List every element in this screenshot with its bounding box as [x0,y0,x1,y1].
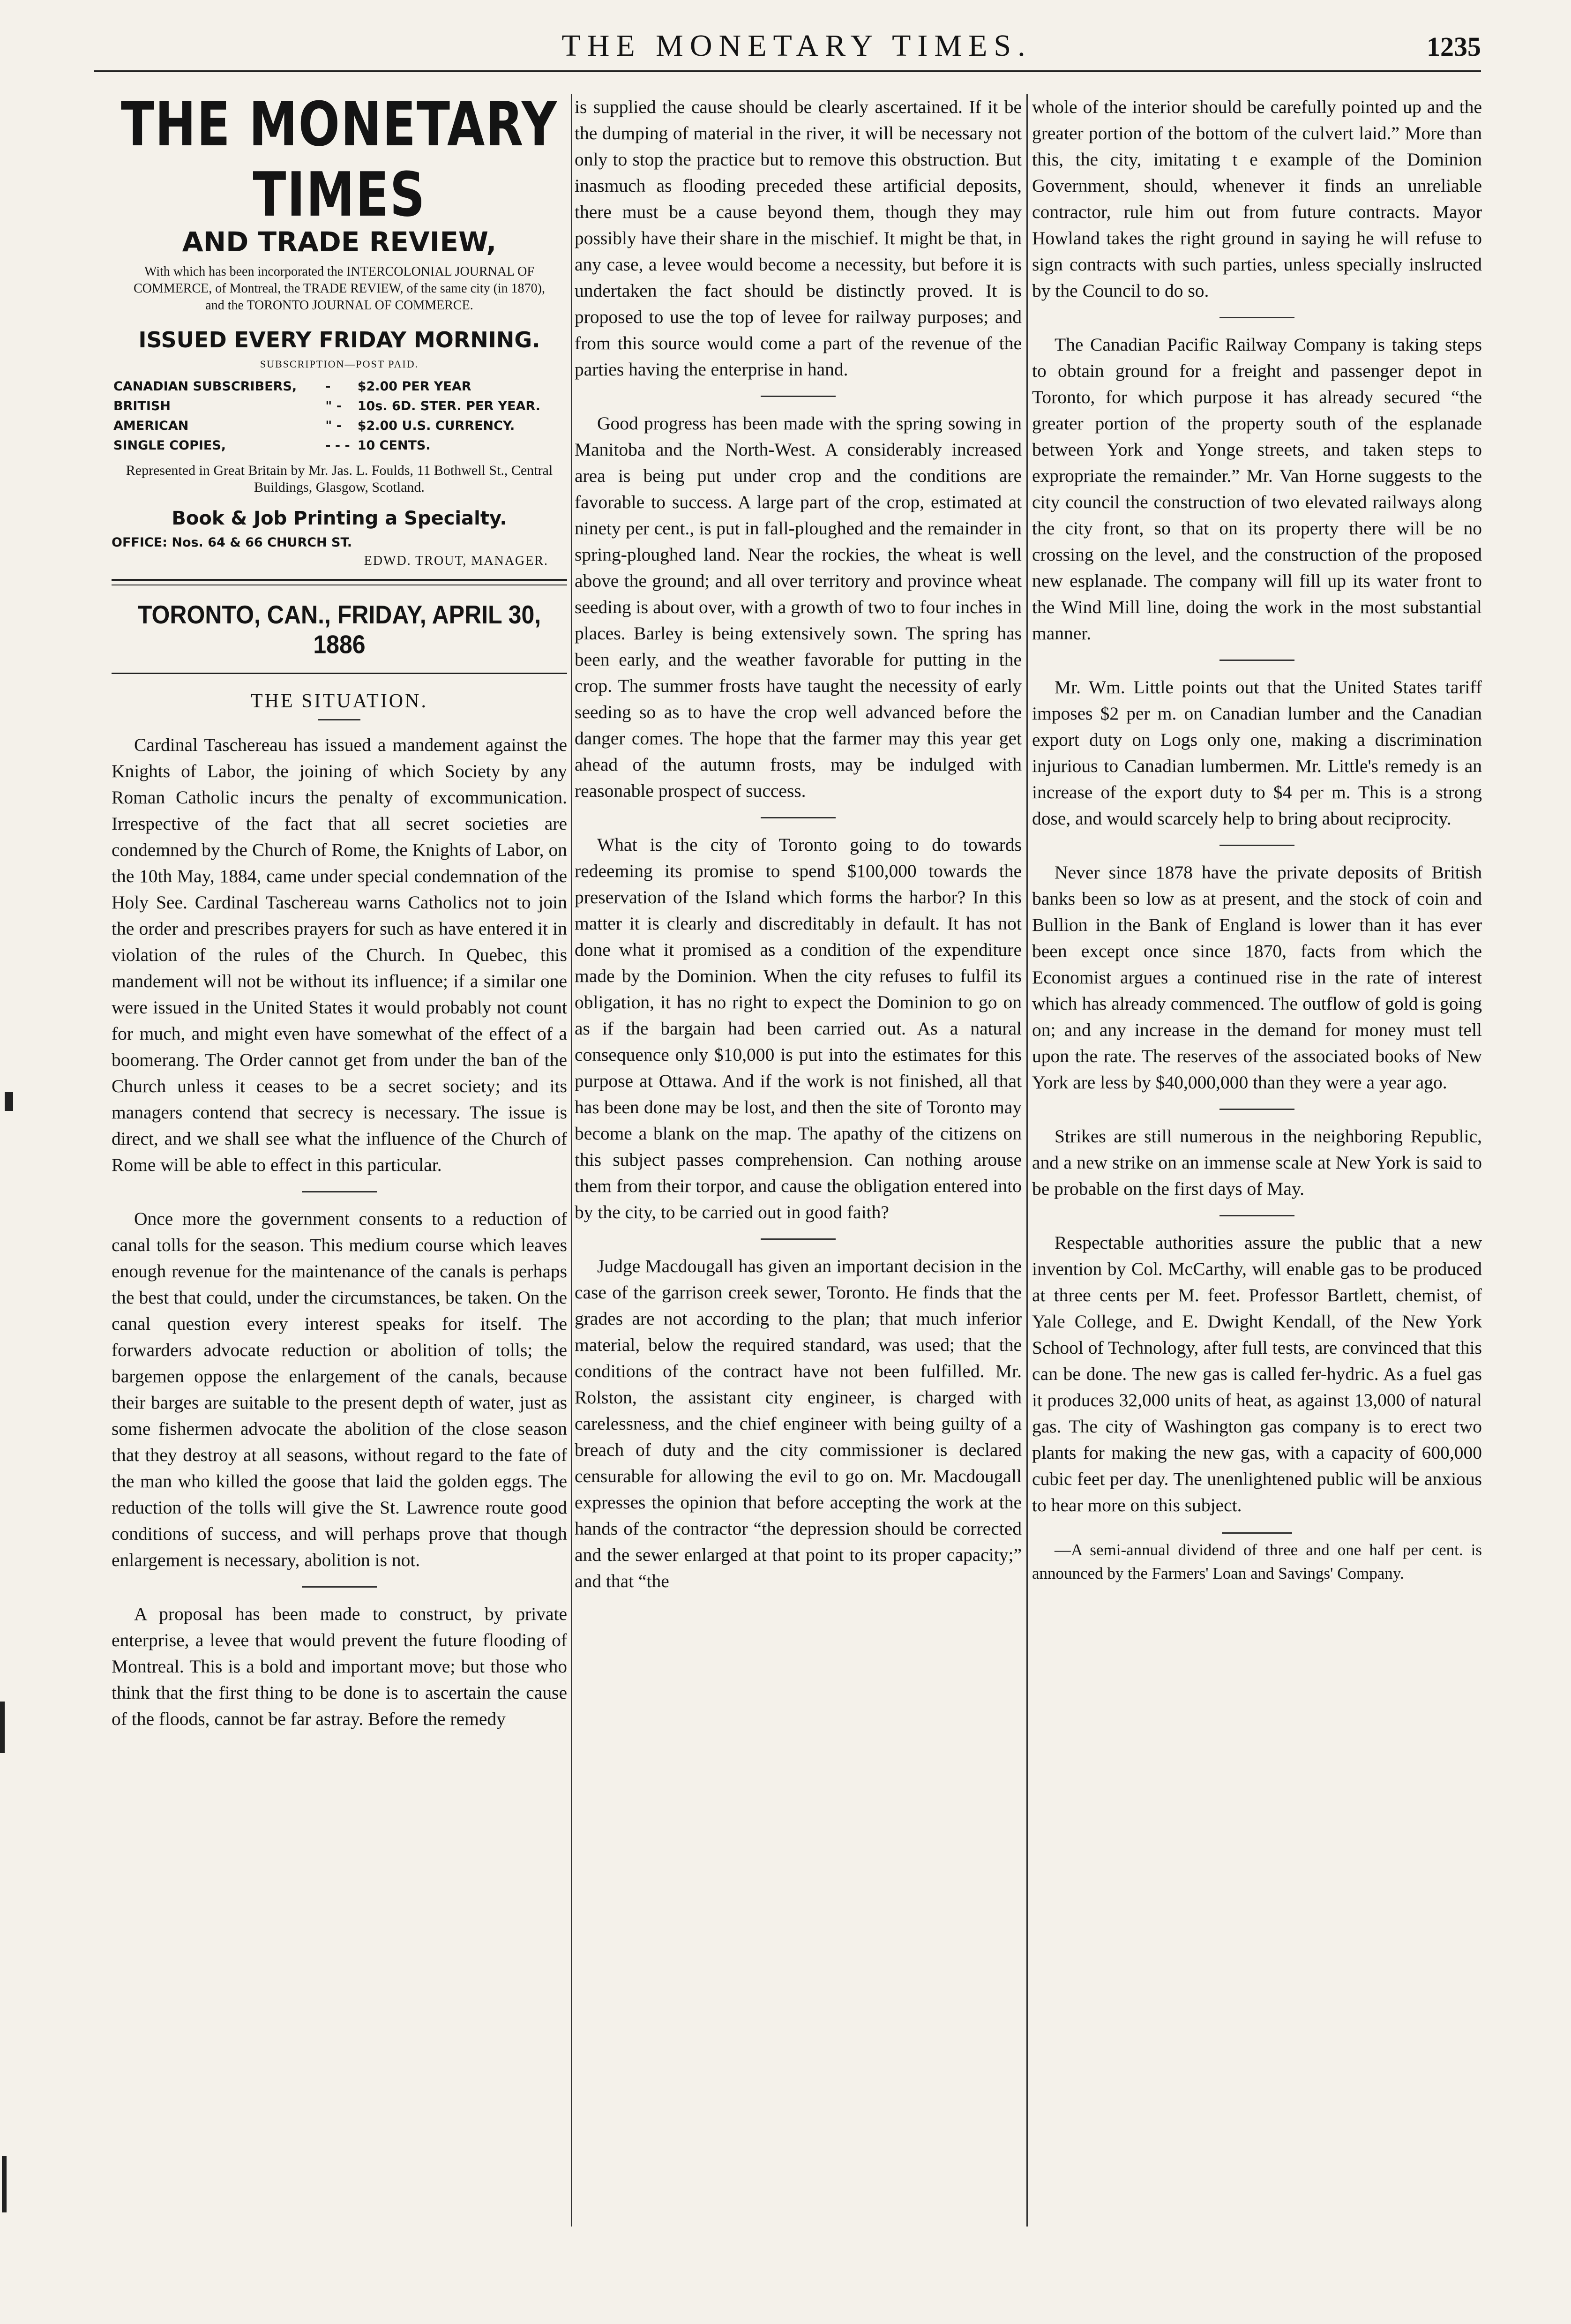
article-separator [761,817,836,818]
dividend-notice: —A semi-annual dividend of three and one half per cent. is announced by the Farmers' Loan and Savings' Company. [1032,1541,1482,1582]
manager-name: EDWD. TROUT, MANAGER. [364,554,548,568]
article-paragraph: A proposal has been made to construct, by private enterprise, a levee that would prevent the future flooding of Montreal. This is a bold and important move; but those who think that the first thing to be done is to ascertain the cause of the floods, cannot be far astray. Before the remedy [112,1604,567,1729]
rate-mark: " - [325,419,342,433]
article-paragraph: What is the city of Toronto going to do towards redeeming its promise to spend $100,000 towards the preservation of the Island which forms the harbor? In this matter it is clearly and discreditably in default. It has not done what it promised as a condition of the expenditure made by the Dominion. When the city refuses to fulfil its obligation, it has no right to expect the Dominion to go on as if the bargain had been carried out. As a natural consequence only $10,000 is put into the estimates for this purpose at Ottawa. And if the work is not finished, all that has been done may be lost, and then the site of Toronto may become a blank on the map. The apathy of the citizens on this subject passes comprehension. Can nothing arouse them from their torpor, and cause the obligation entered into by the city, to be carried out in good faith? [575,834,1022,1222]
scan-mark [2,2156,7,2212]
section-rule [318,719,360,720]
column-2 [575,94,1022,1594]
rate-mark: - [325,379,331,394]
article-paragraph: Mr. Wm. Little points out that the United States tariff imposes $2 per m. on Canadian lumber and the Canadian export duty on Logs only one, making a discrimination injurious to Canadian lumbermen. Mr. Little's remedy is an increase of the export duty to $4 per m. This is a strong dose, and would scarcely help to bring about reciprocity. [1032,677,1482,829]
article-separator [761,396,836,397]
column-rule-2 [1026,94,1028,2227]
header-rule [94,70,1481,72]
article-paragraph: The Canadian Pacific Railway Company is taking steps to obtain ground for a freight and passenger depot in Toronto, for which purpose it has already secured “the greater portion of the property south of the esplanade between York and Yonge streets, and taken steps to expropriate the remainder.” Mr. Van Horne suggests to the city council the construction of two elevated railways along the city front, so that on its property there will be no crossing on the level, and the construction of the proposed new esplanade. The company will fill up its water front to the Wind Mill line, doing the work in the most substantial manner. [1032,334,1482,644]
masthead-double-rule [112,579,567,585]
masthead-title: THE MONETARY TIMES [120,94,558,231]
article-paragraph: Cardinal Taschereau has issued a mandement against the Knights of Labor, the joining of which Society by any Roman Catholic incurs the penalty of excommunication. Irrespective of the fact that all secret societies are condemned by the Church of Rome, the Knights of Labor, on the 10th May, 1884, came under special condemnation of the Holy See. Cardinal Taschereau warns Catholics not to join the order and prescribes prayers for such as have entered it in violation of the rules of the Church. In Quebec, this mandement will not be without its influence; if a similar one were issued in the United States it would probably not count for much, and might even have somewhat of the effect of a boomerang. The Order cannot get from under the ban of the Church unless it ceases to be a secret society; and its managers contend that secrecy is necessary. The issue is direct, and we shall see what the influence of the Church of Rome will be able to effect in this particular. [112,735,567,1175]
page-number: 1235 [1427,31,1481,62]
scan-mark [5,1092,13,1111]
article-separator [1222,1532,1292,1534]
masthead [112,94,567,585]
representation-note: Represented in Great Britain by Mr. Jas. L. Foulds, 11 Bothwell St., Central Buildings, Glasgow, Scotland. [126,463,553,495]
article-separator [302,1191,377,1192]
running-header [94,28,1500,70]
article-separator [1219,317,1294,318]
article-separator [1219,845,1294,846]
article-paragraph: Strikes are still numerous in the neighboring Republic, and a new strike on an immense scale at New York is said to be probable on the first days of May. [1032,1126,1482,1199]
rate-price: $2.00 U.S. CURRENCY. [357,419,515,433]
rate-row [112,377,567,397]
article-paragraph: whole of the interior should be carefully pointed up and the greater portion of the bottom of the culvert laid.” More than this, the city, imitating t e example of the Dominion Government, should, whenever it finds an unreliable contractor, rule him out from future contracts. Mayor Howland takes the right ground in saying he will refuse to sign contracts with such parties, unless specially inslructed by the Council to do so. [1032,97,1482,301]
column-rule-1 [571,94,572,2227]
rate-label: AMERICAN [113,419,189,433]
rate-row [112,436,567,456]
header-title: THE MONETARY TIMES. [561,29,1032,63]
rate-mark: - - - [325,438,350,453]
issued-notice: ISSUED EVERY FRIDAY MORNING. [138,327,540,352]
rate-price: $2.00 PER YEAR [357,379,471,394]
subscription-rates [112,377,567,456]
column-3 [1032,94,1482,1585]
incorporated-note: With which has been incorporated the INTERCOLONIAL JOURNAL OF COMMERCE, of Montreal, the TRADE REVIEW, of the same city (in 1870), and the TORONTO JOURNAL OF COMMERCE. [134,264,545,313]
article-separator [761,1238,836,1240]
rate-label: CANADIAN SUBSCRIBERS, [113,379,297,394]
rate-price: 10 CENTS. [357,438,431,453]
office-address: OFFICE: Nos. 64 & 66 CHURCH ST. [112,535,352,550]
article-paragraph: Judge Macdougall has given an important decision in the case of the garrison creek sewer, Toronto. He finds that the grades are not according to the plan; that much inferior material, below the required standard, was used; that the conditions of the contract have not been fulfilled. Mr. Rolston, the assistant city engineer, is charged with carelessness, and the chief engineer with being guilty of a breach of duty and the city commissioner is declared censurable for allowing the evil to go on. Mr. Macdougall expresses the opinion that before accepting the work at the hands of the contractor “the depression should be corrected and the sewer enlarged at that point to its proper capacity;” and that “the [575,1256,1022,1591]
article-paragraph: Once more the government consents to a reduction of canal tolls for the season. This medium course which leaves enough revenue for the maintenance of the canals is perhaps the best that could, under the circumstances, be taken. On the canal question every interest speaks for itself. The forwarders advocate reduction or abolition of tolls; the bargemen oppose the enlargement of the canals, because their barges are suitable to the present depth of water, just as some fishermen advocate the abolition of the close season that they destroy at all seasons, without regard to the fate of the man who killed the goose that laid the golden eggs. The reduction of the tolls will give the St. Lawrence route good conditions of success, and will perhaps prove that though enlargement is necessary, abolition is not. [112,1208,567,1570]
article-separator [1219,660,1294,661]
article-paragraph: Respectable authorities assure the public that a new invention by Col. McCarthy, will enable gas to be produced at three cents per M. feet. Professor Bartlett, chemist, of Yale College, and E. Dwight Kendall, of the New York School of Technology, after full tests, are convinced that this can be done. The new gas is called fer-hydric. As a fuel gas it produces 32,000 units of heat, as against 13,000 of natural gas. The city of Washington gas company is to erect two plants for making the new gas, with a capacity of 600,000 cubic feet per day. The unenlightened public will be anxious to hear more on this subject. [1032,1232,1482,1515]
article-separator [1219,1215,1294,1216]
article-separator [302,1586,377,1588]
rate-price: 10s. 6D. STER. PER YEAR. [357,399,540,413]
column-1 [112,94,567,1732]
article-paragraph: is supplied the cause should be clearly ascertained. If it be the dumping of material in the river, it will be necessary not only to stop the practice but to remove this obstruction. But inasmuch as flooding preceded these artificial deposits, there must be a cause beyond them, though they may possibly have their share in the mischief. It might be that, in any case, a levee would become a necessity, but before it is undertaken the fact should be distinctly proved. It is proposed to use the top of levee for railway purposes; and from this source would come a part of the revenue of the parties having the enterprise in hand. [575,97,1022,380]
scan-mark [0,1702,5,1753]
rate-label: BRITISH [113,399,171,413]
subscription-heading: SUBSCRIPTION—POST PAID. [260,358,419,370]
rate-row [112,397,567,416]
rate-row [112,416,567,436]
section-title: THE SITUATION. [251,690,428,712]
article-paragraph: Good progress has been made with the spring sowing in Manitoba and the North-West. A considerably increased area is being put under crop and the conditions are favorable to success. A large part of the crop, estimated at ninety per cent., is put in fall-ploughed and the remainder in spring-ploughed land. Near the rockies, the wheat is well above the ground; and all over territory and province wheat seeding is about over, with a growth of two to four inches in places. Barley is being extensively sown. The spring has been early, and the weather favorable for putting in the crop. The summer frosts have taught the necessity of early seeding so as to have the crop well advanced before the danger comes. The hope that the farmer may this year get ahead of the autumn frosts, may be indulged with reasonable prospect of success. [575,413,1022,801]
rate-mark: " - [325,399,342,413]
masthead-subtitle: AND TRADE REVIEW, [182,226,497,258]
dateline: TORONTO, CAN., FRIDAY, APRIL 30, 1886 [137,600,541,659]
article-paragraph: Never since 1878 have the private deposits of British banks been so low as at present, and the stock of coin and Bullion in the Bank of England is lower than it has ever been except once since 1870, facts from which the Economist argues a continued rise in the rate of interest which has already commenced. The outflow of gold is going on; and any increase in the demand for money must tell upon the rate. The reserves of the associated books of New York are less by $40,000,000 than they were a year ago. [1032,862,1482,1093]
article-separator [1219,1109,1294,1110]
printing-notice: Book & Job Printing a Specialty. [172,508,507,529]
dateline-rule [112,673,567,674]
rate-label: SINGLE COPIES, [113,438,226,453]
